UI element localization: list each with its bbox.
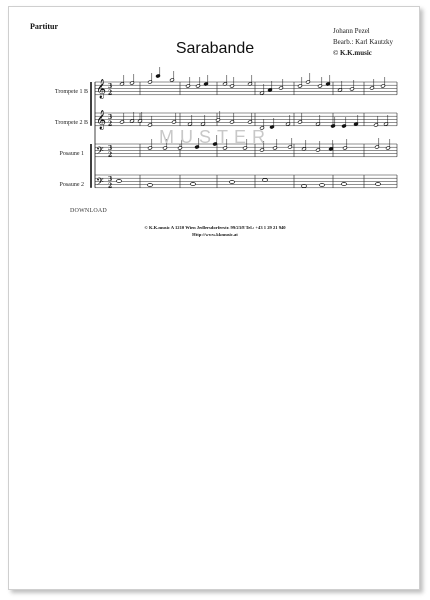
- copyright-mark: © K.K.music: [333, 49, 372, 57]
- whole-note-icon: [229, 181, 234, 184]
- time-signature-icon: 3: [108, 114, 113, 121]
- watermark-text: MUSTER: [159, 127, 271, 147]
- staff-label-posaune-1: Posaune 1: [59, 151, 84, 157]
- partitur-label: Partitur: [30, 22, 58, 31]
- bass-clef-icon: 𝄢: [96, 176, 104, 190]
- time-signature-icon: 3: [108, 83, 113, 90]
- staff-label-trompete-1: Trompete 1 B: [54, 89, 88, 95]
- score-title: Sarabande: [175, 40, 255, 57]
- time-signature-icon: 2: [108, 182, 113, 190]
- treble-clef-icon: 𝄞: [96, 79, 107, 99]
- footer-url: Http://www.kkmusic.at: [192, 232, 238, 237]
- time-signature-icon: 2: [108, 151, 113, 159]
- arranger-name: Bearb.: Karl Kautzky: [333, 38, 394, 46]
- whole-note-icon: [116, 180, 121, 183]
- download-link[interactable]: DOWNLOAD: [70, 208, 107, 214]
- time-signature-icon: 2: [108, 120, 113, 128]
- staff-label-posaune-2: Posaune 2: [59, 182, 84, 188]
- whole-note-icon: [319, 184, 324, 187]
- time-signature-icon: 2: [108, 89, 113, 97]
- whole-note-icon: [341, 183, 346, 186]
- footer-block: [0, 224, 430, 238]
- clefs: [96, 79, 112, 190]
- whole-note-icon: [375, 183, 380, 186]
- staff-label-trompete-2: Trompete 2 B: [54, 120, 88, 126]
- treble-clef-icon: 𝄞: [96, 110, 107, 130]
- composer-name: Johann Pezel: [333, 27, 370, 35]
- footer-address: © K.K.music A 1210 Wien Jedlersdorferstr. 99/23/8 Tel.: +43 1 29 21 940: [144, 225, 286, 230]
- time-signature-icon: 3: [108, 145, 113, 152]
- whole-note-icon: [301, 185, 306, 188]
- whole-note-icon: [190, 183, 195, 186]
- time-signature-icon: 3: [108, 176, 113, 183]
- bass-clef-icon: 𝄢: [96, 145, 104, 159]
- whole-note-icon: [262, 179, 267, 182]
- whole-note-icon: [147, 184, 152, 187]
